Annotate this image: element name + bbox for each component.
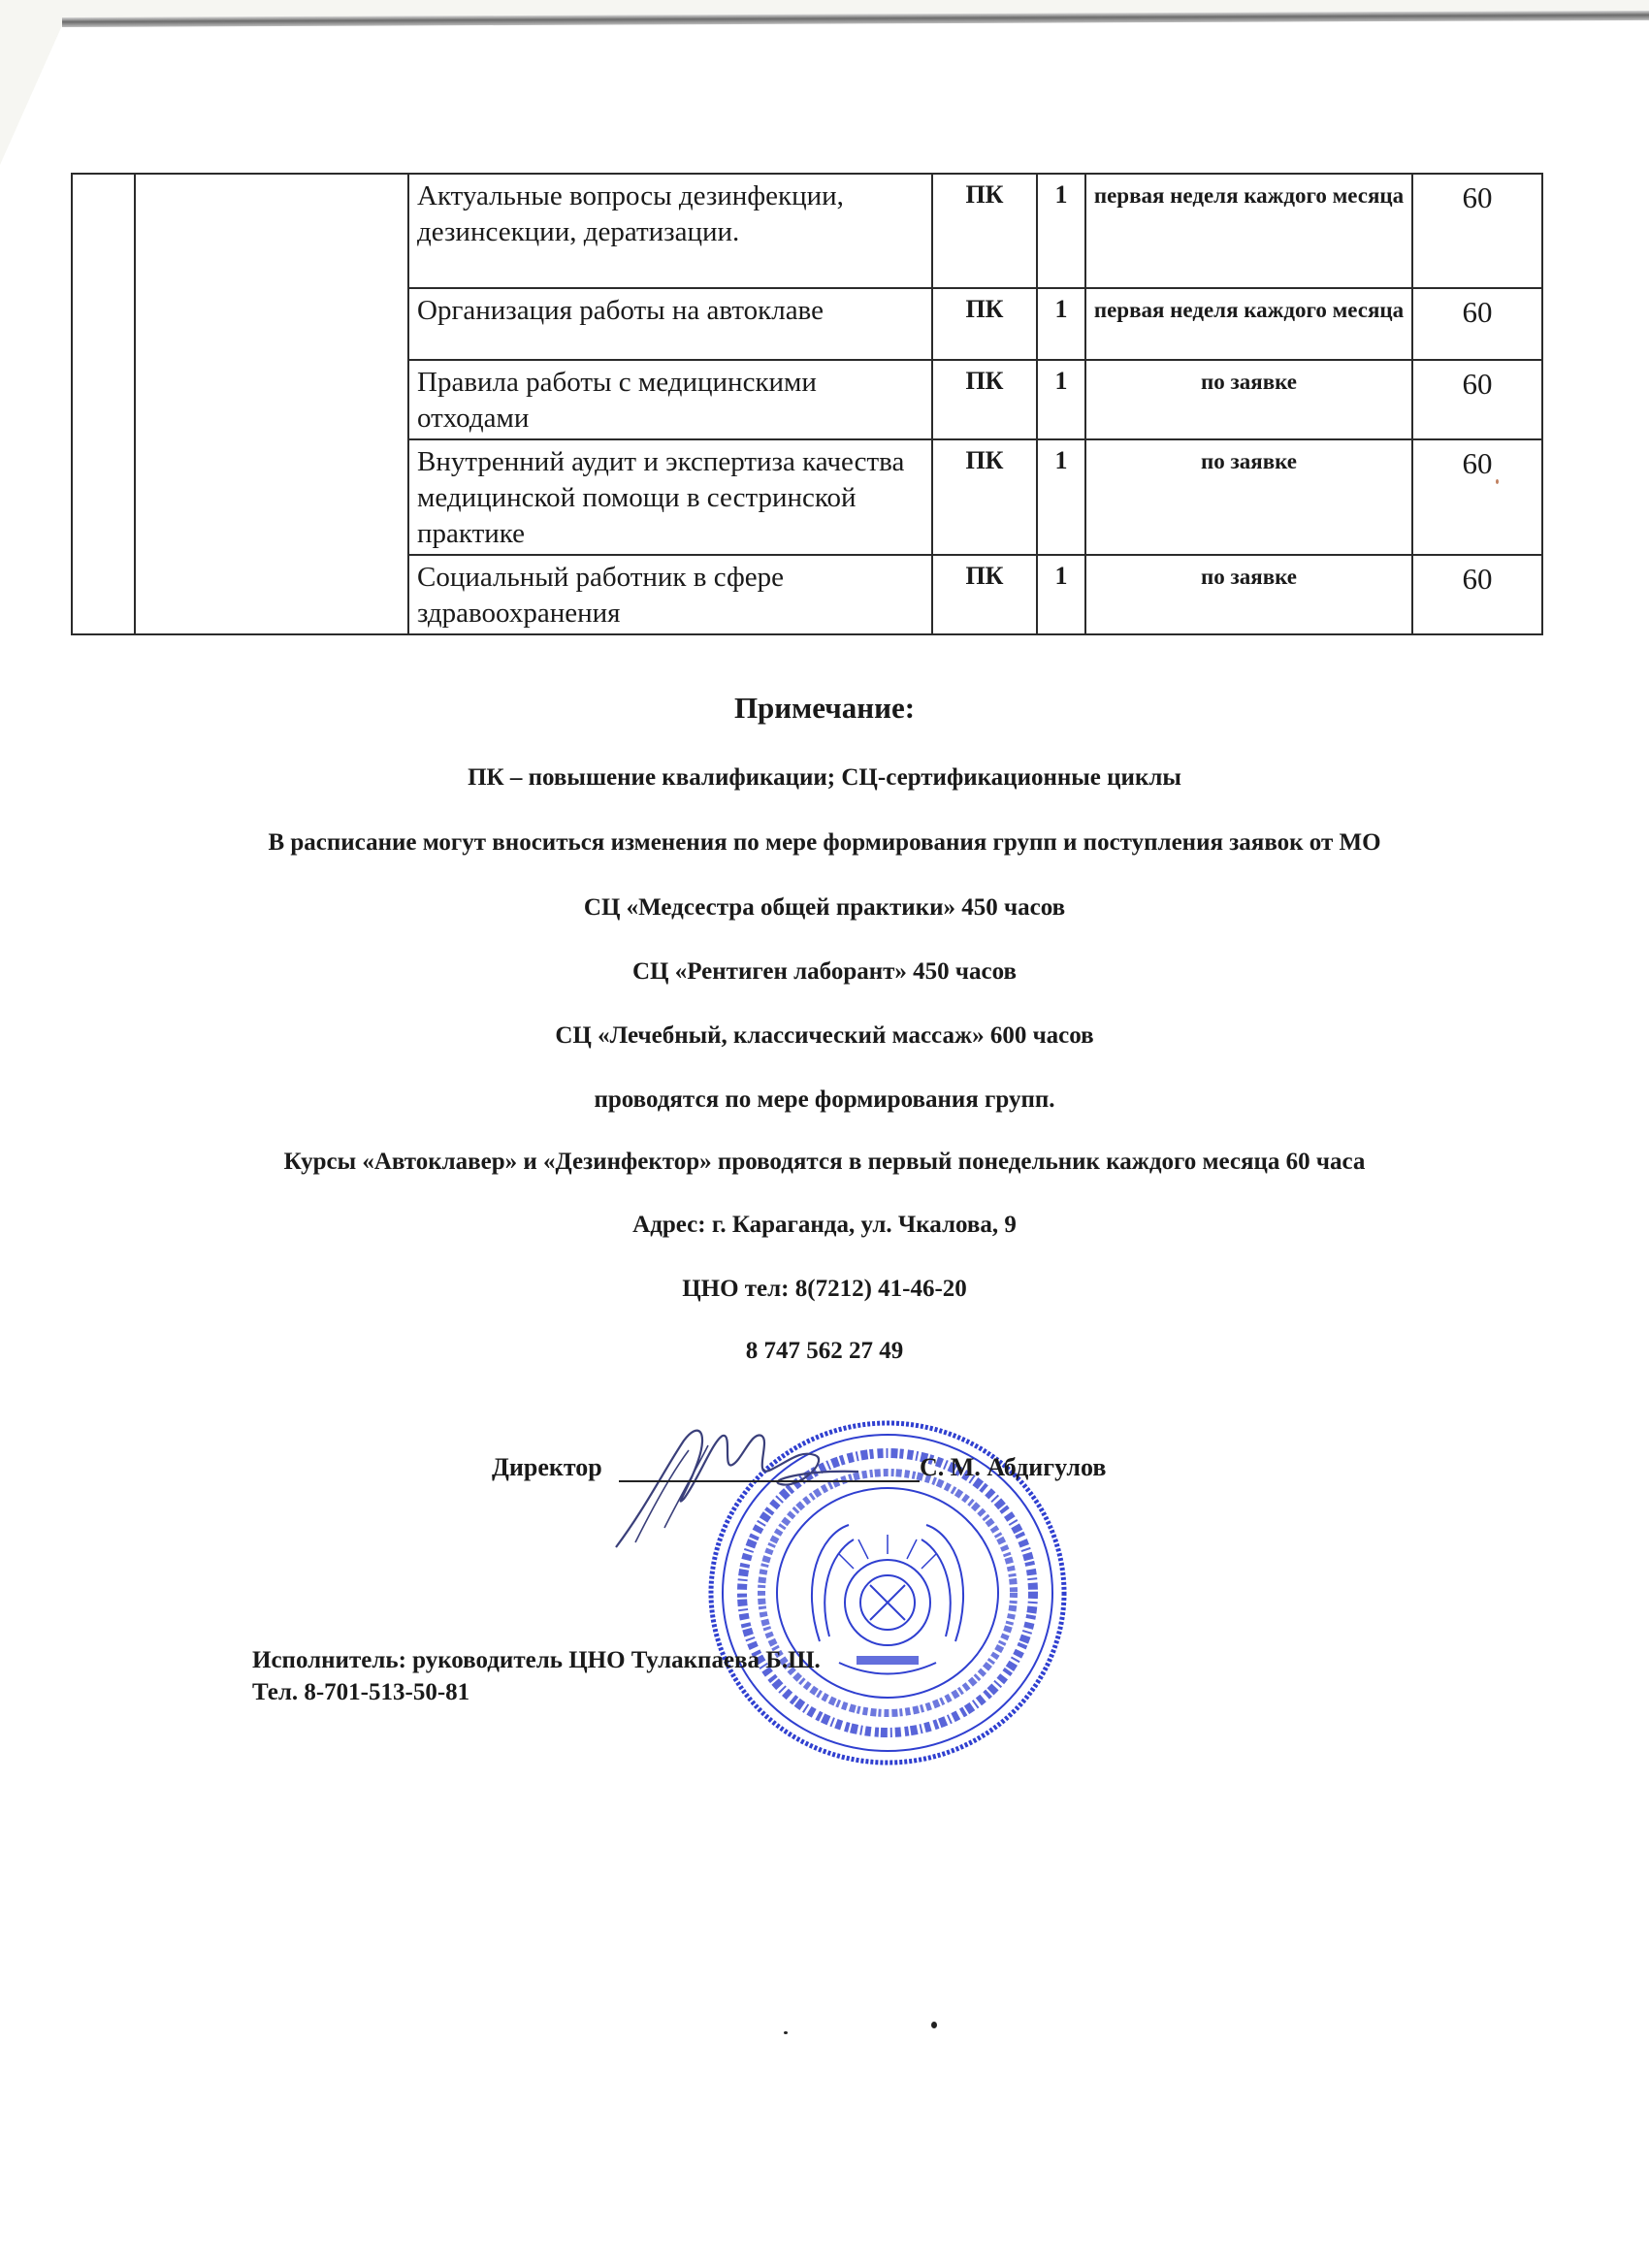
note-line-courses: Курсы «Автоклавер» и «Дезинфектор» проводятся в первый понедельник каждого месяца 60 часа [283,1149,1366,1175]
notes-title: Примечание: [733,691,916,725]
specialty-cell-empty [135,174,408,634]
executor-phone: Тел. 8-701-513-50-81 [252,1679,470,1705]
note-line-xray-cycle: СЦ «Рентиген лаборант» 450 часов [631,958,1017,985]
course-hours: 60 [1412,174,1542,288]
course-dates: по заявке [1085,360,1412,439]
course-type: ПК [932,439,1037,555]
note-line-massage-cycle: СЦ «Лечебный, классический массаж» 600 часов [555,1022,1094,1049]
course-dates: по заявке [1085,439,1412,555]
scan-speck [1496,479,1499,484]
course-hours: 60 [1412,288,1542,360]
course-dates: по заявке [1085,555,1412,634]
group-count: 1 [1037,360,1085,439]
group-count: 1 [1037,288,1085,360]
index-cell-empty [72,174,135,634]
group-count: 1 [1037,439,1085,555]
course-type: ПК [932,288,1037,360]
note-line-changes: В расписание могут вноситься изменения по мере формирования групп и поступления заявок от МО [268,829,1381,856]
note-line-mobile: 8 747 562 27 49 [745,1338,904,1364]
group-count: 1 [1037,174,1085,288]
course-schedule-table [71,173,1543,635]
director-name: С. М. Абдигулов [920,1453,1107,1481]
course-name: Социальный работник в сфере здравоохранения [408,555,932,634]
scan-speck [784,2031,788,2034]
course-name: Внутренний аудит и экспертиза качества медицинской помощи в сестринской практике [408,439,932,555]
course-dates: первая неделя каждого месяца [1085,174,1412,288]
signature-line [619,1480,920,1482]
note-line-abbreviations: ПК – повышение квалификации; СЦ-сертификационные циклы [468,764,1181,791]
course-hours: 60 [1412,360,1542,439]
course-type: ПК [932,360,1037,439]
course-hours: 60 [1412,555,1542,634]
note-line-groups: проводятся по мере формирования групп. [594,1086,1055,1113]
scan-speck [931,2022,937,2028]
director-label: Директор [492,1453,602,1481]
note-line-phone: ЦНО тел: 8(7212) 41-46-20 [682,1276,967,1302]
course-type: ПК [932,174,1037,288]
course-dates: первая неделя каждого месяца [1085,288,1412,360]
note-line-address: Адрес: г. Караганда, ул. Чкалова, 9 [632,1212,1017,1238]
course-name: Организация работы на автоклаве [408,288,932,360]
course-hours: 60 [1412,439,1542,555]
course-name: Актуальные вопросы дезинфекции, дезинсекции, дератизации. [408,174,932,288]
note-line-nurse-cycle: СЦ «Медсестра общей практики» 450 часов [583,894,1066,921]
executor-block [252,1644,821,1708]
group-count: 1 [1037,555,1085,634]
course-type: ПК [932,555,1037,634]
table-row [72,174,1542,288]
executor-line: Исполнитель: руководитель ЦНО Тулакпаева Б.Ш. [252,1647,821,1673]
course-name: Правила работы с медицинскими отходами [408,360,932,439]
